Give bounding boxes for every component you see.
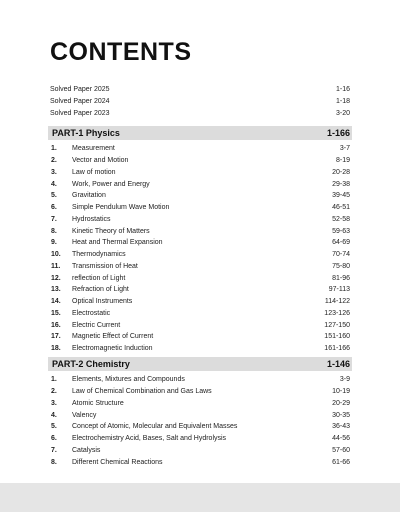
chapter-title: Valency [72,411,97,419]
chapter-row [51,178,350,190]
chapter-left [51,298,132,305]
chapter-title: Concept of Atomic, Molecular and Equivalent Masses [72,423,238,431]
chapter-number: 8. [51,227,57,235]
chapter-left [51,400,124,407]
solved-paper-label: Solved Paper 2025 [50,85,110,93]
chapter-row [51,249,350,261]
chapter-number: 16. [51,321,61,329]
part-header [48,126,352,140]
chapter-title: reflection of Light [72,274,126,282]
chapter-title: Electric Current [72,321,121,329]
chapter-number: 5. [51,192,57,200]
chapter-pages: 52-58 [332,215,350,223]
chapter-title: Heat and Thermal Expansion [72,239,163,247]
solved-paper-pages: 1-18 [335,97,350,105]
chapter-pages: 61-66 [332,458,350,466]
chapter-left [51,412,96,419]
chapter-number: 14. [51,298,61,306]
chapter-title: Atomic Structure [72,399,124,407]
chapter-number: 2. [51,157,57,165]
chapter-pages: 64-69 [332,239,350,247]
chapter-left [51,333,153,340]
chapter-list [48,371,352,468]
solved-paper-label: Solved Paper 2024 [50,97,110,105]
chapter-number: 10. [51,251,61,259]
chapter-pages: 44-56 [332,435,350,443]
chapter-number: 12. [51,274,61,282]
chapter-left [51,275,125,282]
chapter-left [51,435,226,442]
chapter-left [51,322,120,329]
chapter-title: Thermodynamics [72,251,126,259]
chapter-left [51,192,106,199]
chapter-pages: 127-150 [324,321,350,329]
chapter-row [51,284,350,296]
chapter-left [51,423,237,430]
chapter-row [51,374,350,386]
solved-papers-list [50,83,350,119]
chapter-title: Electrochemistry Acid, Bases, Salt and Hydrolysis [72,435,227,443]
chapter-title: Optical Instruments [72,298,133,306]
part-pages: 1-166 [326,128,350,138]
chapter-pages: 36-43 [332,423,350,431]
chapter-pages: 10-19 [332,388,350,396]
chapter-left [51,228,150,235]
chapter-title: Vector and Motion [72,157,129,165]
chapter-pages: 8-19 [335,157,350,165]
chapter-number: 13. [51,286,61,294]
chapter-number: 4. [51,411,57,419]
chapter-title: Catalysis [72,446,101,454]
solved-paper-row [50,107,350,119]
chapter-row [51,456,350,468]
chapter-pages: 20-28 [332,168,350,176]
chapter-left [51,447,100,454]
chapter-row [51,433,350,445]
chapter-title: Electrostatic [72,309,111,317]
chapter-number: 6. [51,435,57,443]
chapter-left [51,345,153,352]
chapter-left [51,216,111,223]
chapter-row [51,343,350,355]
chapter-number: 1. [51,376,57,384]
chapter-title: Measurement [72,145,115,153]
chapter-pages: 3-7 [339,145,350,153]
chapter-row [51,421,350,433]
part-chemistry [48,357,352,468]
chapter-row [51,225,350,237]
chapter-row [51,409,350,421]
chapter-row [51,261,350,273]
solved-paper-pages: 1-16 [335,85,350,93]
chapter-number: 7. [51,215,57,223]
chapter-title: Kinetic Theory of Matters [72,227,150,235]
chapter-left [51,388,212,395]
part-title: PART-1 Physics [52,128,120,138]
chapter-title: Elements, Mixtures and Compounds [72,376,185,384]
solved-paper-pages: 3-20 [335,109,350,117]
chapter-row [51,445,350,457]
chapter-title: Law of motion [72,168,116,176]
part-physics [48,126,352,355]
chapter-number: 15. [51,309,61,317]
chapter-left [51,157,128,164]
chapter-pages: 70-74 [332,251,350,259]
chapter-row [51,331,350,343]
chapter-list [48,140,352,355]
chapter-left [51,459,163,466]
solved-paper-row [50,83,350,95]
chapter-row [51,386,350,398]
chapter-pages: 29-38 [332,180,350,188]
chapter-pages: 114-122 [324,298,350,306]
chapter-left [51,376,185,383]
page-footer-band [0,483,400,512]
chapter-number: 11. [51,262,61,270]
chapter-row [51,214,350,226]
chapter-number: 1. [51,145,57,153]
chapter-row [51,272,350,284]
part-title: PART-2 Chemistry [52,359,130,369]
chapter-number: 7. [51,446,57,454]
chapter-number: 6. [51,204,57,212]
chapter-pages: 161-166 [324,345,350,353]
chapter-row [51,237,350,249]
chapter-left [51,251,126,258]
chapter-pages: 20-29 [332,399,350,407]
chapter-number: 3. [51,399,57,407]
chapter-title: Gravitation [72,192,106,200]
chapter-pages: 3-9 [339,376,350,384]
chapter-number: 9. [51,239,57,247]
chapter-title: Transmission of Heat [72,262,138,270]
chapter-pages: 46-51 [332,204,350,212]
chapter-row [51,398,350,410]
chapter-row [51,155,350,167]
chapter-pages: 30-35 [332,411,350,419]
chapter-pages: 75-80 [332,262,350,270]
chapter-pages: 151-160 [324,333,350,341]
chapter-title: Different Chemical Reactions [72,458,163,466]
chapter-row [51,190,350,202]
chapter-row [51,167,350,179]
chapter-left [51,286,129,293]
solved-paper-label: Solved Paper 2023 [50,109,110,117]
page-title: CONTENTS [50,38,192,66]
chapter-title: Refraction of Light [72,286,129,294]
chapter-pages: 123-126 [324,309,350,317]
chapter-number: 17. [51,333,61,341]
chapter-title: Electromagnetic Induction [72,345,153,353]
chapter-row [51,143,350,155]
chapter-left [51,239,163,246]
part-header [48,357,352,371]
chapter-left [51,181,150,188]
chapter-title: Magnetic Effect of Current [72,333,154,341]
chapter-row [51,308,350,320]
chapter-number: 3. [51,168,57,176]
chapter-left [51,204,169,211]
chapter-left [51,169,116,176]
chapter-row [51,202,350,214]
chapter-left [51,263,138,270]
chapter-row [51,319,350,331]
chapter-title: Law of Chemical Combination and Gas Laws [72,388,212,396]
chapter-pages: 39-45 [332,192,350,200]
chapter-pages: 97-113 [328,286,350,294]
chapter-title: Work, Power and Energy [72,180,150,188]
chapter-pages: 57-60 [332,446,350,454]
chapter-row [51,296,350,308]
chapter-number: 8. [51,458,57,466]
chapter-number: 4. [51,180,57,188]
chapter-pages: 81-96 [332,274,350,282]
chapter-number: 5. [51,423,57,431]
solved-paper-row [50,95,350,107]
chapter-title: Simple Pendulum Wave Motion [72,204,170,212]
chapter-pages: 59-63 [332,227,350,235]
chapter-number: 2. [51,388,57,396]
part-pages: 1-146 [326,359,350,369]
chapter-left [51,145,115,152]
chapter-number: 18. [51,345,61,353]
chapter-left [51,310,110,317]
chapter-title: Hydrostatics [72,215,111,223]
